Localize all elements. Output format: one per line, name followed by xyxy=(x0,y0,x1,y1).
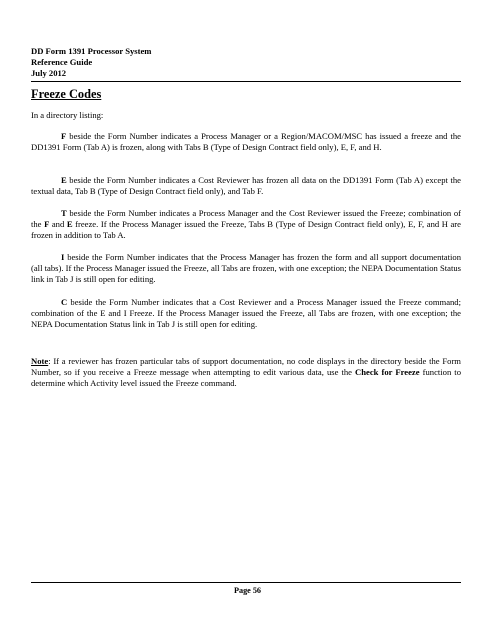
code-letter: I xyxy=(61,252,65,262)
code-i-paragraph xyxy=(31,252,461,285)
note-label: Note xyxy=(31,356,49,366)
footer-divider xyxy=(31,582,461,583)
code-description: freeze. If the Process Manager issued the Freeze, Tabs B (Type of Design Contract field only), E, F, and H are frozen in addition to Tab A. xyxy=(31,218,461,240)
intro-paragraph: In a directory listing: xyxy=(31,110,104,120)
code-e-paragraph xyxy=(31,175,461,197)
code-f-paragraph xyxy=(31,131,461,153)
code-letter: E xyxy=(61,175,67,185)
code-description: beside the Form Number indicates that a Cost Reviewer and a Process Manager issued the Freeze command; combination of the E and I Freeze. If the Process Manager issued the Freeze, all Tabs are frozen, with one exception; the NEPA Documentation Status link in Tab J is still open for editing. xyxy=(31,297,461,329)
code-description: beside the Form Number indicates a Process Manager or a Region/MACOM/MSC has issued a freeze and the DD1391 Form (Tab A) is frozen, along with Tabs B (Type of Design Contract field only), E, F, and H. xyxy=(31,131,461,152)
code-letter: C xyxy=(61,297,68,307)
code-letter: T xyxy=(61,208,67,218)
code-letter: F xyxy=(61,131,67,141)
code-description: beside the Form Number indicates that the Process Manager has frozen the form and all support documentation (all tabs). If the Process Manager issued the Freeze, all Tabs are frozen, with one exception; the NEPA Documentation Status link in Tab J is still open for editing. xyxy=(31,252,461,284)
code-description: beside the Form Number indicates a Process Manager and the Cost Reviewer issued the Freeze; combination of the xyxy=(31,208,461,229)
section-title: Freeze Codes xyxy=(31,87,102,101)
header-title: DD Form 1391 Processor System xyxy=(31,46,152,56)
header-subtitle: Reference Guide xyxy=(31,56,93,67)
code-t-paragraph xyxy=(31,208,461,241)
code-description: beside the Form Number indicates a Cost Reviewer has frozen all data on the DD1391 Form (Tab A) except the textual data, Tab B (Type of Design Contract field only), and Tab F. xyxy=(31,175,461,196)
note-emphasis: Check for Freeze xyxy=(355,366,420,377)
header-date: July 2012 xyxy=(31,67,67,78)
header-divider xyxy=(31,81,461,82)
note-text: : If a reviewer has frozen particular tabs of support documentation, no code displays in the directory beside the Form Number, so if you receive a Freeze message when attempting to edit various data, use the xyxy=(31,356,461,377)
note-paragraph xyxy=(31,356,461,389)
code-description: and xyxy=(49,218,67,229)
code-reference: E xyxy=(66,218,73,229)
code-reference: F xyxy=(44,218,50,229)
document-header xyxy=(31,46,461,78)
note-text: function to determine which Activity level issued the Freeze command. xyxy=(31,366,461,388)
page-number: Page 56 xyxy=(233,586,262,595)
code-c-paragraph xyxy=(31,297,461,330)
